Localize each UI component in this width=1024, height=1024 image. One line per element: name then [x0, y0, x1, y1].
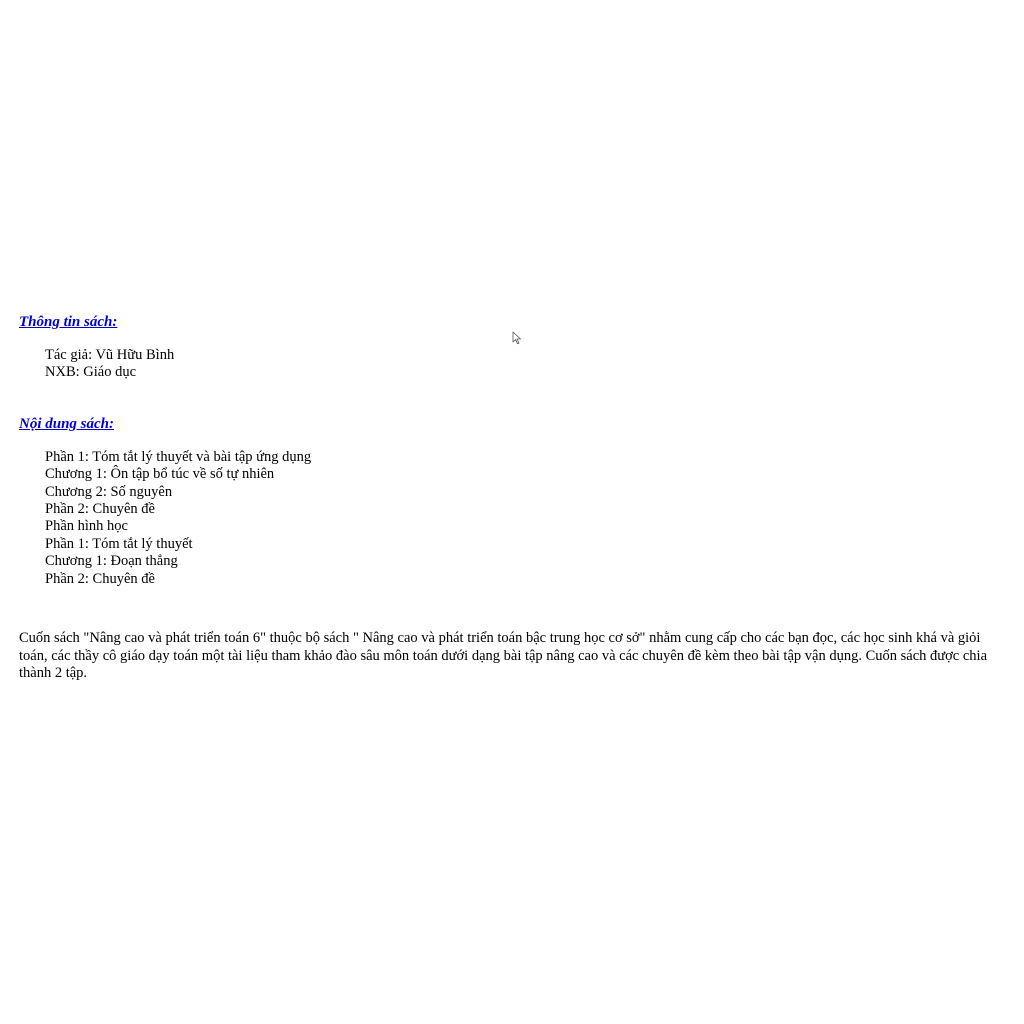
- toc-item: Chương 1: Ôn tập bổ túc về số tự nhiên: [45, 466, 275, 483]
- book-info-heading[interactable]: Thông tin sách:: [19, 314, 118, 330]
- toc-item: Phần 2: Chuyên đề: [45, 501, 155, 518]
- book-content-heading[interactable]: Nội dung sách:: [19, 415, 115, 432]
- toc-item: Phần 1: Tóm tắt lý thuyết và bài tập ứng dụng: [45, 448, 312, 465]
- toc-item: Chương 1: Đoạn thẳng: [45, 553, 178, 570]
- publisher-line: NXB: Giáo dục: [45, 364, 137, 381]
- book-info-list: [19, 347, 1011, 382]
- toc-item: Phần hình học: [45, 518, 128, 535]
- book-description: Cuốn sách "Nâng cao và phát triển toán 6" thuộc bộ sách " Nâng cao và phát triển toán bậc trung học cơ sở" nhằm cung cấp cho các bạn đọc, các học sinh khá và giỏi toán, các thầy cô giáo dạy toán một tài liệu tham khảo đào sâu môn toán dưới dạng bài tập nâng cao và các chuyên đề kèm theo bài tập vận dụng. Cuốn sách được chia thành 2 tập.: [19, 630, 988, 682]
- author-line: Tác giả: Vũ Hữu Bình: [45, 347, 175, 363]
- toc-item: Chương 2: Số nguyên: [45, 483, 173, 500]
- toc-item: Phần 1: Tóm tắt lý thuyết: [45, 535, 193, 552]
- toc-item: Phần 2: Chuyên đề: [45, 570, 155, 587]
- product-description: [19, 313, 1011, 683]
- table-of-contents: [19, 449, 1011, 588]
- mouse-pointer-icon: [512, 331, 522, 345]
